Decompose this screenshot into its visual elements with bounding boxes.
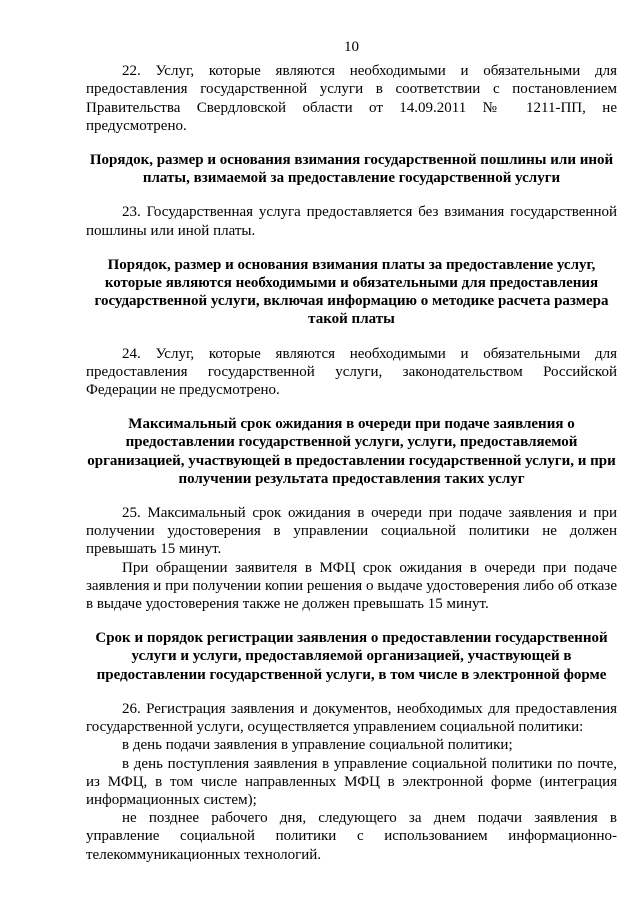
section-heading-registration: Срок и порядок регистрации заявления о предоставлении государственной услуги и услуги, предоставляемой организацией, участвующей в предоставлении государственной услуги, в том числе в электронной форме	[95, 630, 608, 683]
paragraph-24: 24. Услуг, которые являются необходимыми и обязательными для предоставления государственной услуги, законодательством Российской Федерации не предусмотрено.	[86, 345, 617, 399]
paragraph-23: 23. Государственная услуга предоставляется без взимания государственной пошлины или иной платы.	[86, 204, 617, 239]
list-item-registration-day: в день подачи заявления в управление социальной политики;	[122, 737, 513, 754]
list-item-registration-mail: в день поступления заявления в управление социальной политики по почте, из МФЦ, в том числе направленных МФЦ в электронной форме (интеграция информационных систем);	[86, 755, 617, 808]
section-heading-service-fee: Порядок, размер и основания взимания платы за предоставление услуг, которые являются необходимыми и обязательными для предоставления государственной услуги, включая информацию о методике расчета размера такой платы	[94, 256, 609, 328]
paragraph-25-mfc: При обращении заявителя в МФЦ срок ожидания в очереди при подаче заявления и при получении копии решения о выдаче удостоверения либо об отказе в выдаче удостоверения также не должен превышать 15 минут.	[86, 559, 617, 613]
list-item-registration-online: не позднее рабочего дня, следующего за днем подачи заявления в управление социальной политики с использованием информационно-телекоммуникационных технологий.	[86, 810, 617, 863]
section-heading-queue-time: Максимальный срок ожидания в очереди при подаче заявления о предоставлении государственной услуги, услуги, предоставляемой организацией, участвующей в предоставлении государственной услуги, и при получении результата предоставления таких услуг	[87, 416, 616, 487]
section-heading-state-fee: Порядок, размер и основания взимания государственной пошлины или иной платы, взимаемой за предоставление государственной услуги	[89, 152, 614, 187]
paragraph-26: 26. Регистрация заявления и документов, необходимых для предоставления государственной услуги, осуществляется управлением социальной политики:	[86, 700, 617, 736]
paragraph-22: 22. Услуг, которые являются необходимыми и обязательными для предоставления государственной услуги в соответствии с постановлением Правительства Свердловской области от 14.09.2011 № 1211-ПП, не предусмотрено.	[86, 63, 617, 134]
page-number: 10	[344, 39, 359, 55]
document-page	[86, 38, 617, 864]
paragraph-25: 25. Максимальный срок ожидания в очереди при подаче заявления и при получении удостоверения в управлении социальной политики не должен превышать 15 минут.	[86, 505, 617, 558]
